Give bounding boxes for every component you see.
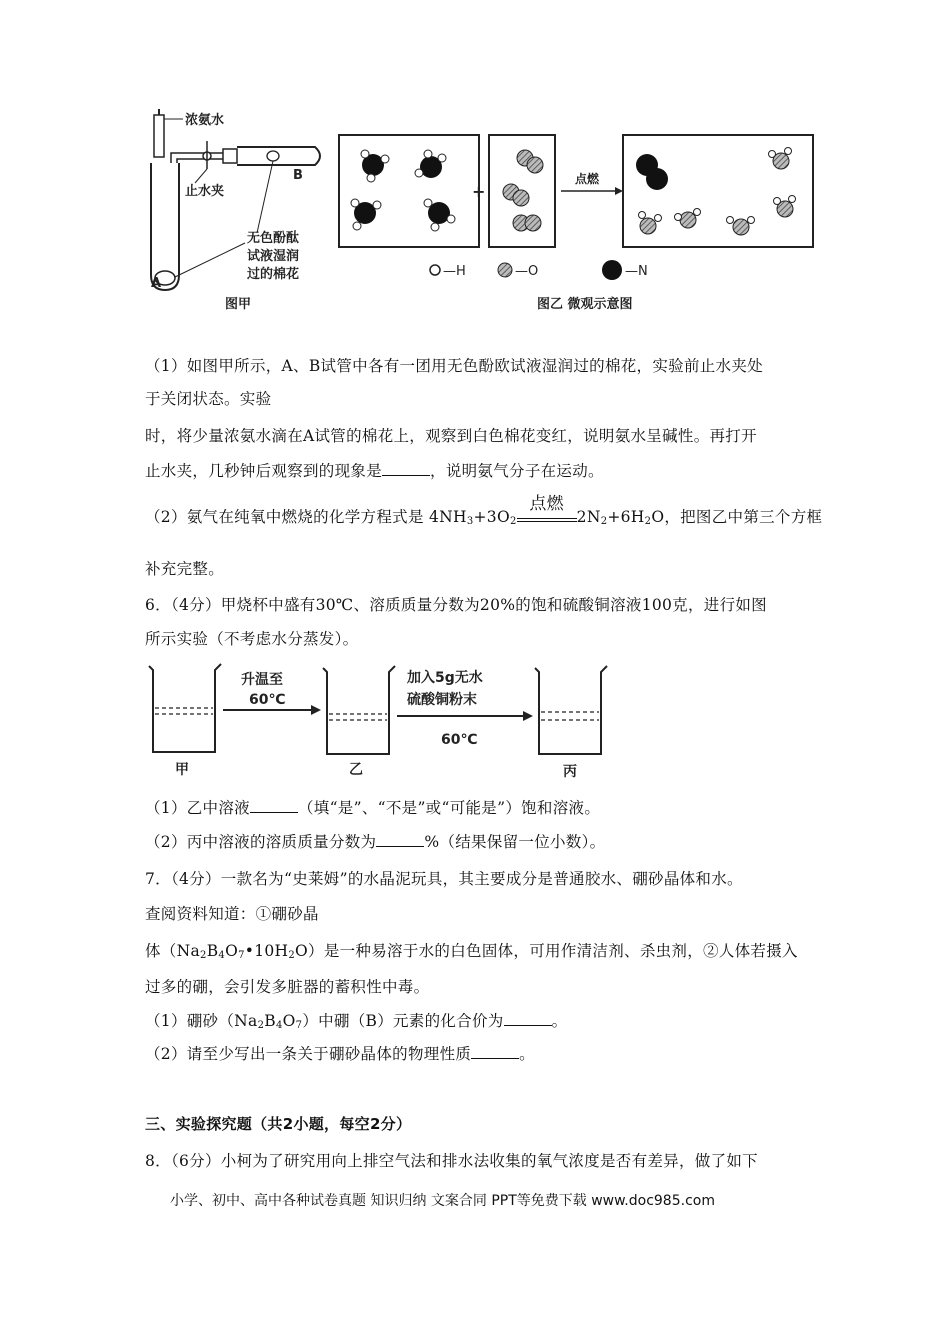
svg-text:甲: 甲 <box>175 762 189 778</box>
q8-intro: 8．（6分）小柯为了研究用向上排空气法和排水法收集的氧气浓度是否有差异，做了如下 <box>145 1152 758 1170</box>
beaker-jia <box>149 664 221 778</box>
caption-yi: 图乙 微观示意图 <box>537 297 633 312</box>
q7-info-line3: 过多的硼，会引发多脏器的蓄积性中毒。 <box>145 978 430 996</box>
q5-part1-line1: （1）如图甲所示，A、B试管中各有一团用无色酚欧试液湿润过的棉花，实验前止水夹处 <box>145 357 763 375</box>
answer-blank[interactable] <box>382 461 430 476</box>
label-cotton-2: 试液湿润 <box>247 249 300 264</box>
label-ammonia: 浓氨水 <box>185 113 225 128</box>
q7-intro: 7．（4分）一款名为“史莱姆”的水晶泥玩具，其主要成分是普通胶水、硼砂晶体和水。 <box>145 870 743 888</box>
legend-h <box>430 264 466 279</box>
q7-part1: （1）硼砂$(Na_2B_4O_7)$中硼（B）元素的化合价为 。 <box>145 1012 568 1031</box>
label-cotton-3: 过的棉花 <box>247 267 300 282</box>
answer-blank[interactable] <box>504 1011 552 1026</box>
nh3-molecule <box>361 150 389 182</box>
answer-blank[interactable] <box>471 1044 519 1059</box>
n2-molecule <box>636 154 668 190</box>
q7-info-line1: 查阅资料知道：①硼砂晶 <box>145 905 319 923</box>
section-heading: 三、实验探究题（共2小题，每空2分） <box>145 1115 412 1133</box>
q5-part2-equation: （2）氨气在纯氧中燃烧的化学方程式是 $4NH_3+3O_2$ 点燃 $2N_2+6H_2O$，把图乙中第三个方框 <box>145 494 823 527</box>
label-a: A <box>151 276 162 291</box>
arrow2-label-2: 硫酸铜粉末 <box>407 692 477 708</box>
legend-o <box>498 263 538 279</box>
q5-part1-line4: 止水夹，几秒钟后观察到的现象是 ，说明氨气分子在运动。 <box>145 462 604 480</box>
label-cotton-1: 无色酚酞 <box>247 231 300 246</box>
q6-intro-line2: 所示实验（不考虑水分蒸发）。 <box>145 630 359 648</box>
legend-n <box>602 260 648 280</box>
reaction-condition: 点燃 <box>517 509 577 522</box>
o2-molecule <box>503 184 529 206</box>
svg-text:—O: —O <box>515 264 539 279</box>
h2o-molecule <box>639 212 662 235</box>
arrow-label-ignite: 点燃 <box>575 172 600 186</box>
answer-blank[interactable] <box>250 798 298 813</box>
label-clamp: 止水夹 <box>185 184 225 199</box>
beaker-bing <box>535 666 607 780</box>
svg-text:—N: —N <box>625 264 648 279</box>
arrow1-label-1: 升温至 <box>241 672 283 688</box>
h2o-molecule <box>774 196 796 218</box>
figure-apparatus-and-microscopic <box>145 105 817 320</box>
svg-text:丙: 丙 <box>563 764 577 780</box>
q6-part2: （2）丙中溶液的溶质质量分数为 %（结果保留一位小数）。 <box>145 833 606 851</box>
q7-info-line2: 体$(Na_2B_4O_7•10H_2O)$是一种易溶于水的白色固体，可用作清洁剂、杀虫剂，②人体若摄入 <box>145 942 798 961</box>
arrow2-label-below: 60℃ <box>441 732 478 748</box>
q5-part1-line3: 时，将少量浓氨水滴在A试管的棉花上，观察到白色棉花变红，说明氨水呈碱性。再打开 <box>145 427 757 445</box>
nh3-molecule <box>415 150 446 178</box>
figure-jia <box>151 109 320 312</box>
nh3-molecule <box>424 199 455 231</box>
o2-molecule <box>513 215 541 231</box>
svg-text:—H: —H <box>443 264 466 279</box>
h2o-molecule <box>727 217 755 236</box>
figure-yi <box>339 135 813 312</box>
arrow2-label-1: 加入5g无水 <box>407 670 483 686</box>
beaker-yi <box>323 666 395 778</box>
nh3-molecule <box>351 199 381 230</box>
h2o-molecule <box>769 148 792 170</box>
svg-text:乙: 乙 <box>349 762 363 778</box>
figure-beakers <box>145 660 625 780</box>
plus-sign: + <box>472 182 486 201</box>
label-b: B <box>293 168 303 183</box>
caption-jia: 图甲 <box>225 297 252 312</box>
q5-part2-line2: 补充完整。 <box>145 560 225 578</box>
q5-part1-line2: 于关闭状态。实验 <box>145 390 272 408</box>
answer-blank[interactable] <box>376 832 424 847</box>
q6-part1: （1）乙中溶液 （填“是”、“不是”或“可能是”）饱和溶液。 <box>145 799 601 817</box>
o2-molecule <box>517 150 543 173</box>
q7-part2: （2）请至少写出一条关于硼砂晶体的物理性质 。 <box>145 1045 535 1063</box>
arrow1-label-2: 60℃ <box>249 692 286 708</box>
h2o-molecule <box>675 209 701 229</box>
q6-intro-line1: 6．（4分）甲烧杯中盛有30℃、溶质质量分数为20%的饱和硫酸铜溶液100克，进行如图 <box>145 596 767 614</box>
page-footer: 小学、初中、高中各种试卷真题 知识归纳 文案合同 PPT等免费下载 www.doc985.com <box>170 1193 715 1209</box>
